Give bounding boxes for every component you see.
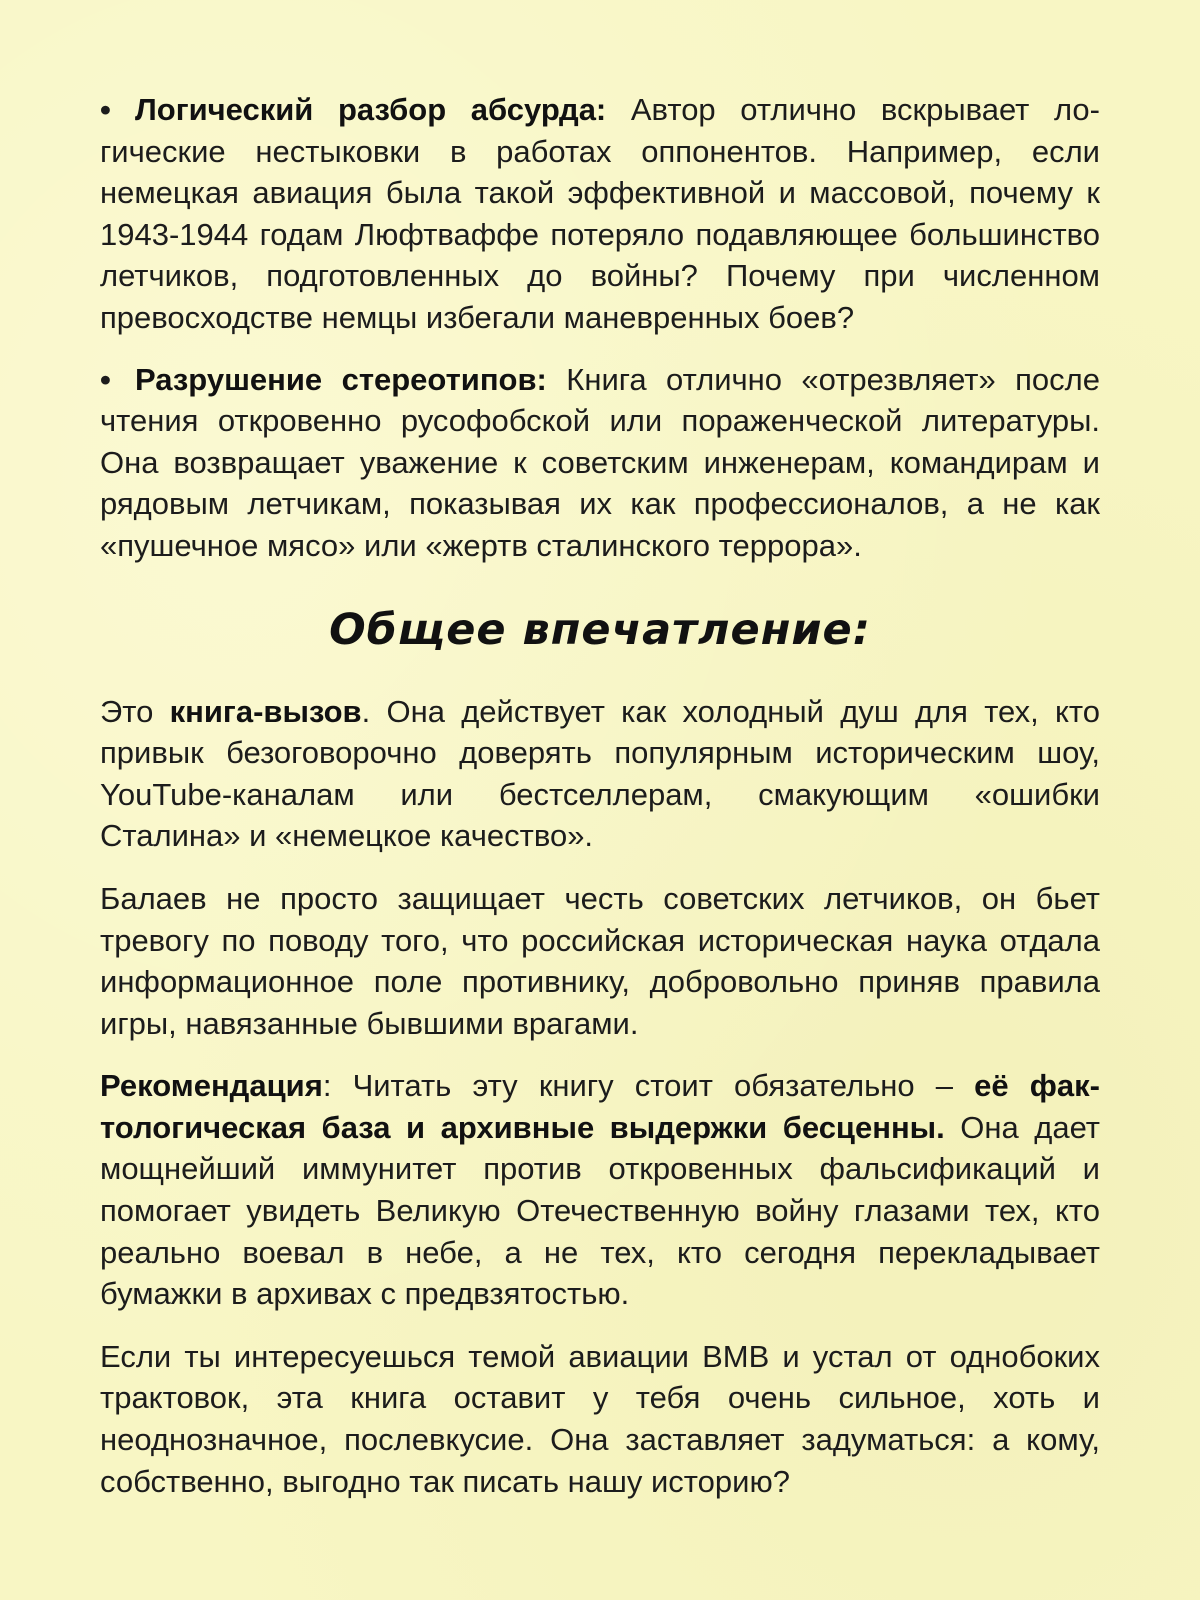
text-run: Это (100, 693, 170, 729)
recommendation-label: Рекомендация (100, 1068, 323, 1104)
bullet-stereotypes (100, 359, 1100, 567)
bullet-lead: Разрушение стереотипов: (135, 361, 547, 397)
text-run: : Читать эту книгу стоит обязательно – (322, 1068, 975, 1104)
text-run: . Она действует как холодный душ для тех, кто привык безоговорочно доверять популярным историческим шоу, YouTube-каналам или бестселлерам, смакующим «ошибки Сталина» и «немецкое качество». (100, 693, 1100, 854)
bullet-logical-analysis (100, 89, 1100, 339)
bullet-marker: • (100, 361, 111, 397)
bullet-marker: • (100, 92, 111, 127)
bold-text: её фактологическая база и архивные выдержки бесценны. (100, 1068, 1100, 1145)
bold-text: книга-вызов (169, 693, 362, 729)
section-heading: Общее впечатление: (329, 604, 871, 655)
paragraph-conclusion: Если ты интересуешься темой авиации ВМВ и устал от однобоких трактовок, эта книга оставит у тебя очень сильное, хоть и неоднозначное, послевкусие. Она заставляет задуматься: а кому, собственно, выгодно так писать нашу историю? (100, 1338, 1100, 1499)
text-run: Она дает мощнейший иммунитет против откровенных фальсификаций и помогает увидеть Великую Отечественную войну глазами тех, кто реально воевал в небе, а не тех, кто сегодня перекладывает бумажки в архивах с предвзятостью. (100, 1109, 1100, 1312)
bullet-text: Книга отлично «отрезвляет» после чтения откровенно русофобской или пораженческой литературы. Она возвращает уважение к советским инженерам, командирам и рядовым летчикам, показывая их как профессионалов, а не как «пушечное мясо» или «жертв сталинского террора». (100, 361, 1100, 563)
paragraph-balaev: Балаев не просто защищает честь советских летчиков, он бьет тревогу по поводу того, что российская историческая наука отдала информационное поле противнику, добровольно приняв правила игры, навязанные бывшими врагами. (100, 880, 1100, 1041)
paragraph-recommendation (100, 1065, 1100, 1315)
paragraph-challenge-book (100, 691, 1100, 857)
bullet-lead: Логический разбор абсурда: (135, 92, 607, 127)
bullet-text: Автор отлично вскрывает логические нестыковки в работах оппонентов. Например, если немецкая авиация была такой эффективной и массовой, почему к 1943-1944 годам Люфтваффе потеряло подавляющее большинство летчиков, подготовленных до войны? Почему при численном превосходстве немцы избегали маневренных боев? (100, 92, 1100, 335)
